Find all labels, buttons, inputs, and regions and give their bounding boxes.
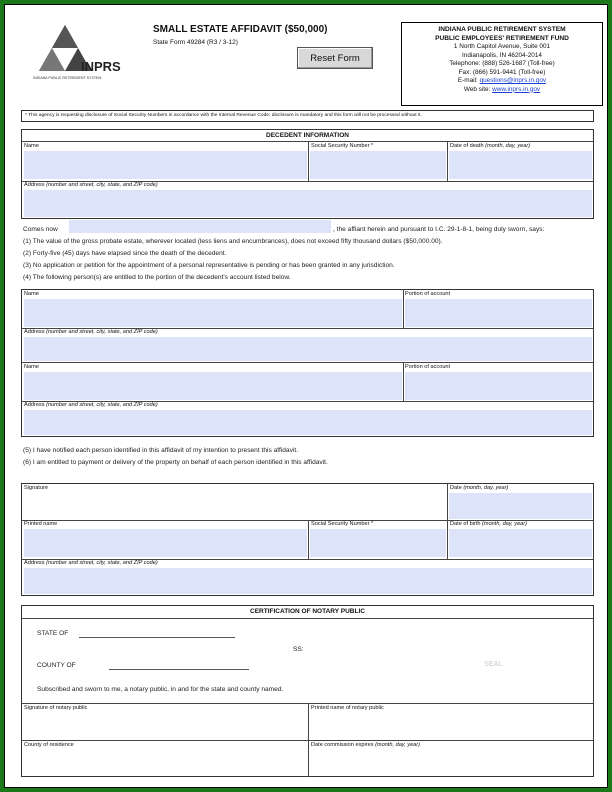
agency-email-row <box>402 77 602 86</box>
statement-item-6: (6) I am entitled to payment or delivery of the property on behalf of each person identified in this affidavit. <box>23 459 328 466</box>
person2-portion-input[interactable] <box>405 372 592 400</box>
affiant-date-label: Date (month, day, year) <box>450 485 509 491</box>
agency-name-1: INDIANA PUBLIC RETIREMENT SYSTEM <box>438 26 566 33</box>
decedent-ssn-label: Social Security Number * <box>311 143 374 149</box>
agency-address-2: Indianapolis, IN 46204-2014 <box>462 51 542 59</box>
affiant-date-input[interactable] <box>449 493 592 519</box>
decedent-dod-input[interactable] <box>449 151 592 179</box>
signature-area[interactable] <box>24 493 445 519</box>
statement-item-2: (2) Forty-five (45) days have elapsed since the death of the decedent. <box>23 250 227 257</box>
logo-text: INPRS <box>81 59 121 74</box>
web-label: Web site: <box>463 85 491 93</box>
statement-item-5: (5) I have notified each person identified in this affidavit of my intention to present this affidavit. <box>23 447 299 454</box>
decedent-name-label: Name <box>24 143 39 149</box>
affiant-dob-input[interactable] <box>449 529 592 557</box>
county-residence-input[interactable] <box>24 750 307 775</box>
county-residence-label: County of residence <box>24 742 74 748</box>
county-of-label: COUNTY OF <box>37 662 76 669</box>
statement-item-3: (3) No application or petition for the appointment of a personal representative is pending or has been granted in any jurisdiction. <box>23 262 395 269</box>
person2-address-label: Address (number and street, city, state, and ZIP code) <box>24 402 158 408</box>
agency-info-box <box>401 22 603 106</box>
person1-portion-label: Portion of account <box>405 291 451 297</box>
notary-section-title: CERTIFICATION OF NOTARY PUBLIC <box>250 608 365 615</box>
county-of-input[interactable] <box>109 669 249 670</box>
decedent-name-input[interactable] <box>24 151 307 179</box>
notary-printed-name-label: Printed name of notary public <box>311 705 384 711</box>
comes-now-text: Comes now <box>23 226 58 233</box>
person2-address-input[interactable] <box>24 410 592 435</box>
sworn-text: Subscribed and sworn to me, a notary public, in and for the state and county named. <box>37 686 284 693</box>
notary-printed-name-input[interactable] <box>310 713 592 739</box>
form-number: State Form 49284 (R3 / 3-12) <box>153 39 238 46</box>
agency-web-row <box>402 86 602 95</box>
statement-item-1: (1) The value of the gross probate estate, wherever located (less liens and encumbrances), does not exceed fifty thousand dollars ($50,000.00). <box>23 238 443 245</box>
decedent-address-label: Address (number and street, city, state, and ZIP code) <box>24 182 158 188</box>
ss-label: SS: <box>293 646 304 653</box>
ssn-notice: * This agency is requesting disclosure of Social Security Numbers in accordance with the Internal Revenue Code; disclosure is mandatory and this form will not be processed without it. <box>25 113 422 118</box>
affiant-address-input[interactable] <box>24 568 592 594</box>
logo-subtext: INDIANA PUBLIC RETIREMENT SYSTEM <box>33 76 102 80</box>
affiant-ssn-label: Social Security Number * <box>311 521 374 527</box>
decedent-address-input[interactable] <box>24 190 592 217</box>
email-link[interactable]: questions@inprs.in.gov <box>479 77 547 84</box>
decedent-section-title: DECEDENT INFORMATION <box>266 132 349 139</box>
agency-name-2: PUBLIC EMPLOYEES' RETIREMENT FUND <box>435 34 569 42</box>
person2-name-label: Name <box>24 364 39 370</box>
signature-label: Signature <box>24 485 48 491</box>
form-title: SMALL ESTATE AFFIDAVIT ($50,000) <box>153 24 328 35</box>
agency-address-1: 1 North Capitol Avenue, Suite 001 <box>453 43 551 50</box>
state-of-input[interactable] <box>79 637 235 638</box>
email-label: E-mail: <box>457 77 478 84</box>
seal-placeholder: SEAL <box>484 661 503 668</box>
inprs-logo <box>31 23 121 85</box>
printed-name-input[interactable] <box>24 529 307 557</box>
person1-name-label: Name <box>24 291 39 297</box>
person1-address-input[interactable] <box>24 337 592 361</box>
affiant-statement: , the affiant herein and pursuant to I.C. 29-1-8-1, being duly sworn, says: <box>333 226 545 233</box>
person1-portion-input[interactable] <box>405 299 592 327</box>
commission-expires-input[interactable] <box>310 750 592 775</box>
affiant-address-label: Address (number and street, city, state, and ZIP code) <box>24 560 158 566</box>
person1-name-input[interactable] <box>24 299 402 327</box>
person1-address-label: Address (number and street, city, state, and ZIP code) <box>24 329 158 335</box>
affiant-dob-label: Date of birth (month, day, year) <box>450 521 528 527</box>
affiant-ssn-input[interactable] <box>310 529 446 557</box>
statement-item-4: (4) The following person(s) are entitled to the portion of the decedent's account listed below. <box>23 274 291 281</box>
notary-signature-label: Signature of notary public <box>24 705 88 711</box>
agency-fax: Fax: (866) 591-9441 (Toll-free) <box>458 68 546 76</box>
reset-form-button[interactable]: Reset Form <box>297 47 373 69</box>
notary-signature-area[interactable] <box>24 713 307 739</box>
agency-telephone: Telephone: (888) 526-1687 (Toll-free) <box>449 60 555 67</box>
decedent-dod-label: Date of death (month, day, year) <box>450 143 531 149</box>
person2-name-input[interactable] <box>24 372 402 400</box>
person2-portion-label: Portion of account <box>405 364 451 370</box>
printed-name-label: Printed name <box>24 521 58 527</box>
commission-expires-label: Date commission expires (month, day, year) <box>311 742 421 748</box>
web-link[interactable]: www.inprs.in.gov <box>492 85 541 93</box>
form-page <box>4 4 608 788</box>
state-of-label: STATE OF <box>37 630 69 637</box>
decedent-ssn-input[interactable] <box>310 151 446 179</box>
affiant-name-input[interactable] <box>69 220 331 233</box>
